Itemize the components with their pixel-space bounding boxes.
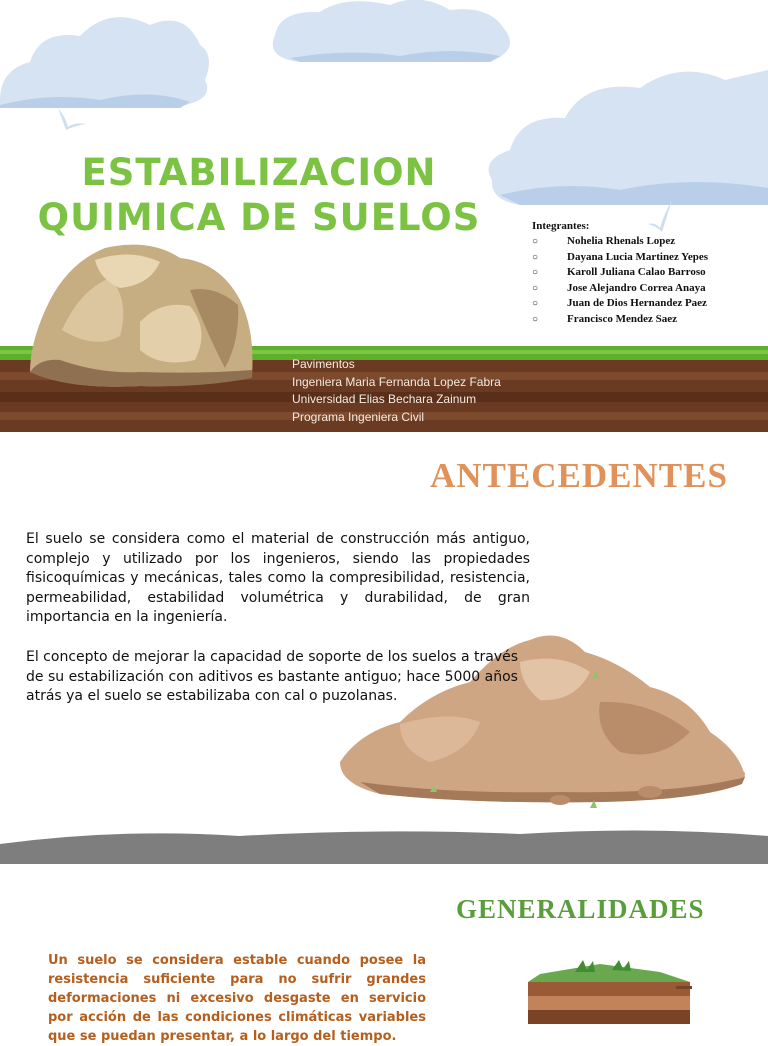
bullet-icon: ○	[532, 298, 539, 309]
bullet-icon: ○	[532, 236, 539, 247]
cloud-icon	[273, 0, 510, 62]
presentation-title	[24, 150, 494, 240]
member-item	[532, 281, 708, 297]
antecedentes-slide	[0, 432, 768, 864]
member-item	[532, 296, 708, 312]
cloud-icon	[489, 70, 768, 205]
antecedentes-paragraph-2: El concepto de mejorar la capacidad de soporte de los suelos a través de su estabilización con aditivos es bastante antiguo; hace 5000 años atrás ya el suelo se estabilizaba con cal o puzolanas.	[26, 649, 519, 704]
bullet-icon: ○	[532, 282, 539, 294]
member-item	[532, 312, 708, 328]
generalidades-heading: GENERALIDADES	[456, 894, 705, 924]
generalidades-slide	[0, 864, 768, 1044]
university-name: Universidad Elias Bechara Zainum	[292, 392, 477, 406]
members-list	[532, 220, 708, 327]
professor-name: Ingeniera Maria Fernanda Lopez Fabra	[292, 374, 501, 389]
cloud-icon	[0, 17, 209, 108]
soil-layers-icon	[528, 960, 692, 1024]
member-name: Dayana Lucia Martinez Yepes	[567, 250, 709, 263]
generalidades-paragraph: Un suelo se considera estable cuando posee la resistencia suficiente para no sufrir grandes deformaciones ni excesivo desgaste en servicio por acción de las condiciones climáticas variables que se puedan presentar, a lo largo del tiempo.	[48, 953, 426, 1044]
member-name: Jose Alejandro Correa Anaya	[567, 281, 706, 294]
course-info	[292, 356, 501, 426]
bullet-icon: ○	[532, 267, 539, 278]
member-name: Nohelia Rhenals Lopez	[567, 235, 676, 247]
title-line-2: QUIMICA DE SUELOS	[37, 196, 481, 239]
member-item	[532, 265, 708, 281]
course-name: Pavimentos	[292, 357, 355, 371]
member-name: Karoll Juliana Calao Barroso	[567, 266, 706, 278]
bullet-icon: ○	[532, 313, 539, 325]
bird-icon	[58, 108, 86, 130]
antecedentes-paragraph-1: El suelo se considera como el material de construcción más antiguo, complejo y utilizado por los ingenieros, siendo las propiedades fisicoquímicas y mecánicas, tales como la compresibilidad, resistencia, permeabilidad, estabilidad volumétrica y durabilidad, de gran importancia en la ingeniería.	[26, 531, 530, 625]
member-item	[532, 234, 708, 250]
title-line-1: ESTABILIZACION	[81, 151, 437, 194]
ground-strip	[0, 830, 768, 864]
member-name: Juan de Dios Hernandez Paez	[567, 297, 707, 309]
member-item	[532, 250, 708, 266]
antecedentes-heading: ANTECEDENTES	[430, 456, 728, 495]
title-slide	[0, 0, 768, 432]
member-name: Francisco Mendez Saez	[567, 312, 677, 325]
program-name: Programa Ingeniera Civil	[292, 409, 425, 424]
rock-icon	[30, 245, 253, 387]
members-heading: Integrantes:	[532, 220, 590, 232]
bullet-icon: ○	[532, 251, 539, 263]
